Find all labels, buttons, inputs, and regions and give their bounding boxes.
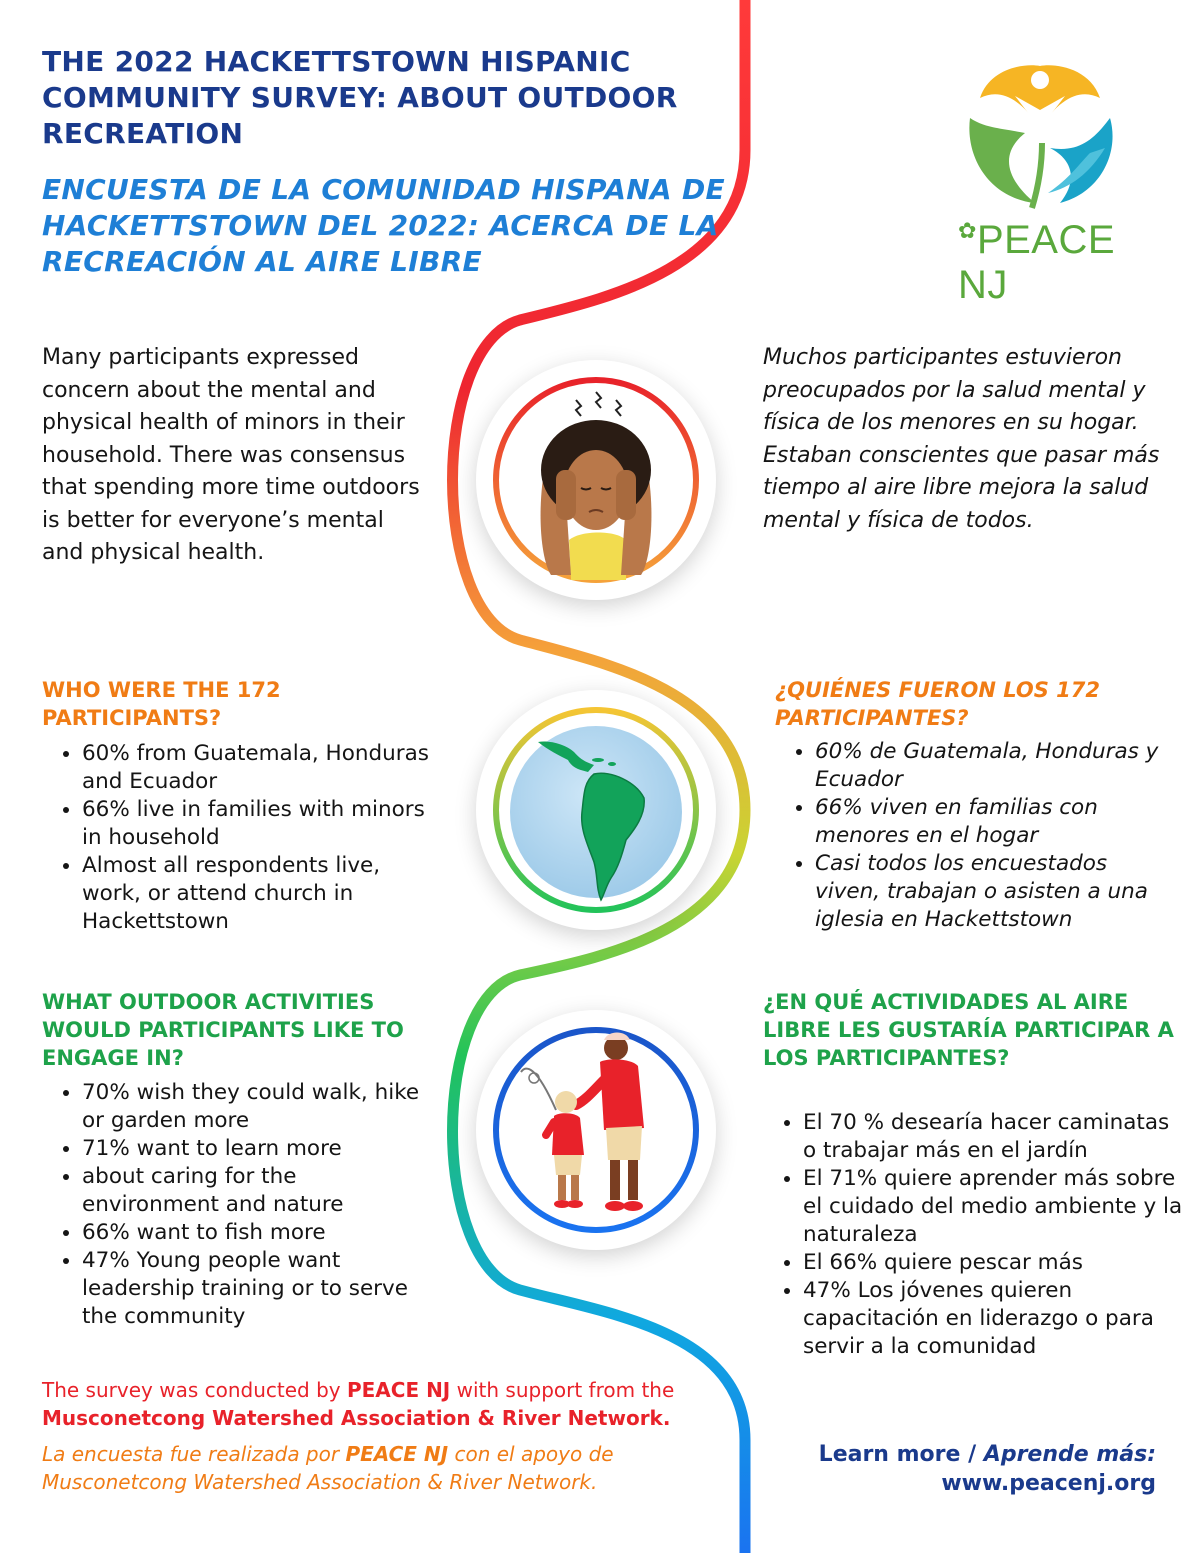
list-item: • 66% want to fish more	[82, 1219, 432, 1247]
peace-nj-logo-icon	[930, 58, 1160, 218]
activities-heading-spanish: ¿EN QUÉ ACTIVIDADES AL AIRE LIBRE LES GUSTARÍA PARTICIPAR A LOS PARTICIPANTES?	[763, 990, 1174, 1070]
list-item: • Casi todos los encuestados viven, trabajan o asisten a una iglesia en Hackettstown	[815, 850, 1175, 934]
globe-illustration	[476, 690, 716, 930]
list-item: • Almost all respondents live, work, or attend church in Hackettstown	[82, 852, 432, 936]
activities-heading-english: WHAT OUTDOOR ACTIVITIES WOULD PARTICIPANTS LIKE TO ENGAGE IN?	[42, 990, 404, 1070]
participants-list-english	[42, 740, 432, 936]
stressed-woman-icon	[476, 360, 716, 600]
participants-heading-english: WHO WERE THE 172 PARTICIPANTS?	[42, 678, 281, 730]
stressed-woman-illustration	[476, 360, 716, 600]
intro-english: Many participants expressed concern about the mental and physical health of minors in their household. There was consensus that spending more time outdoors is better for everyone’s mental and physical health.	[42, 345, 420, 565]
peace-nj-logo-text: ✿PEACE NJ	[958, 218, 1116, 307]
activities-list-english	[42, 1079, 432, 1331]
title-english: THE 2022 HACKETTSTOWN HISPANIC COMMUNITY SURVEY: ABOUT OUTDOOR RECREATION	[42, 45, 678, 150]
activities-list-spanish	[763, 1109, 1183, 1361]
list-item: • 60% de Guatemala, Honduras y Ecuador	[815, 738, 1175, 794]
credit-english: The survey was conducted by PEACE NJ with support from the Musconetcong Watershed Association & River Network.	[42, 1378, 675, 1430]
website-link[interactable]: www.peacenj.org	[941, 1471, 1156, 1496]
credit-spanish: La encuesta fue realizada por PEACE NJ con el apoyo de Musconetcong Watershed Association & River Network.	[42, 1442, 614, 1494]
list-item: • about caring for the environment and nature	[82, 1163, 432, 1219]
org-name: PEACE NJ	[346, 1378, 451, 1402]
list-item: • El 70 % desearía hacer caminatas o trabajar más en el jardín	[803, 1109, 1183, 1165]
list-item: • 60% from Guatemala, Honduras and Ecuador	[82, 740, 432, 796]
logo-sprout-icon: ✿	[958, 218, 977, 243]
list-item: • 47% Young people want leadership training or to serve the community	[82, 1247, 432, 1331]
list-item: • 71% want to learn more	[82, 1135, 432, 1163]
list-item: • El 66% quiere pescar más	[803, 1249, 1183, 1277]
latin-america-globe-icon	[476, 690, 716, 930]
list-item: • 66% live in families with minors in household	[82, 796, 432, 852]
peace-nj-logo	[930, 58, 1160, 307]
list-item: • 47% Los jóvenes quieren capacitación en liderazgo o para servir a la comunidad	[803, 1277, 1183, 1361]
list-item: • 66% viven en familias con menores en el hogar	[815, 794, 1175, 850]
title-spanish: ENCUESTA DE LA COMUNIDAD HISPANA DE HACKETTSTOWN DEL 2022: ACERCA DE LA RECREACIÓN AL AIRE LIBRE	[42, 173, 725, 278]
learn-more: Learn more / Aprende más: www.peacenj.org	[818, 1442, 1156, 1496]
father-child-fishing-icon	[476, 1010, 716, 1250]
org-name: PEACE NJ	[345, 1442, 449, 1466]
intro-spanish: Muchos participantes estuvieron preocupados por la salud mental y física de los menores en su hogar. Estaban conscientes que pasar más tiempo al aire libre mejora la salud mental y física de todos.	[763, 345, 1160, 533]
participants-heading-spanish: ¿QUIÉNES FUERON LOS 172 PARTICIPANTES?	[775, 678, 1101, 730]
partner-names: Musconetcong Watershed Association & River Network.	[42, 1470, 598, 1494]
list-item: • 70% wish they could walk, hike or garden more	[82, 1079, 432, 1135]
family-fishing-illustration	[476, 1010, 716, 1250]
list-item: • El 71% quiere aprender más sobre el cuidado del medio ambiente y la naturaleza	[803, 1165, 1183, 1249]
participants-list-spanish	[775, 738, 1175, 934]
partner-names: Musconetcong Watershed Association & River Network.	[42, 1406, 671, 1430]
